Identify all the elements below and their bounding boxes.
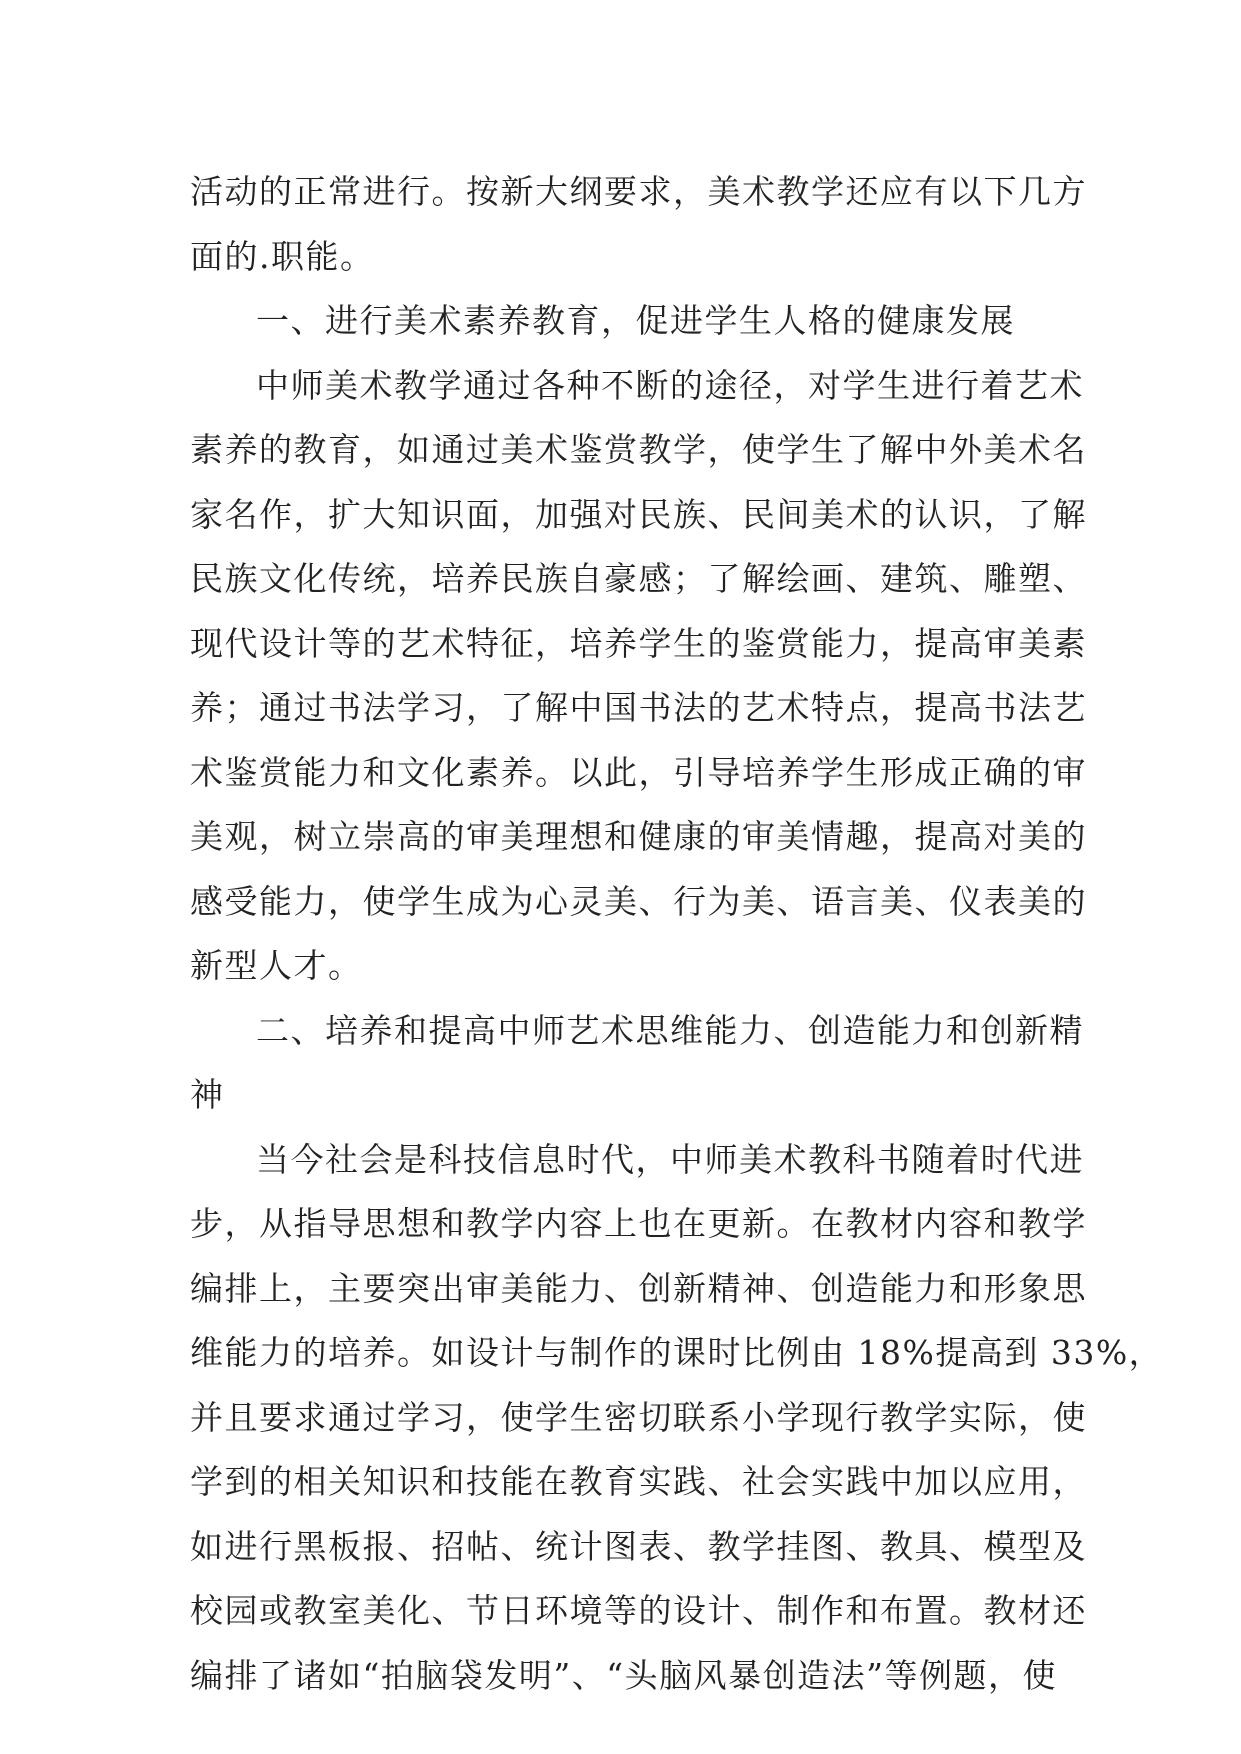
text-line: 编排了诸如“拍脑袋发明”、“头脑风暴创造法”等例题，使 xyxy=(190,1655,1057,1695)
paragraph xyxy=(190,354,1087,999)
text-line: 二、培养和提高中师艺术思维能力、创造能力和创新精 xyxy=(256,1010,1084,1050)
text-line: 当今社会是科技信息时代，中师美术教科书随着时代进 xyxy=(256,1139,1084,1179)
text-line: 并且要求通过学习，使学生密切联系小学现行教学实际，使 xyxy=(190,1397,1087,1437)
paragraph xyxy=(190,1128,1164,1709)
text-line: 术鉴赏能力和文化素养。以此，引导培养学生形成正确的审 xyxy=(190,752,1087,792)
text-line: 家名作，扩大知识面，加强对民族、民间美术的认识，了解 xyxy=(190,494,1087,534)
text-line: 素养的教育，如通过美术鉴赏教学，使学生了解中外美术名 xyxy=(190,430,1087,469)
text-line: 神 xyxy=(190,1075,225,1114)
text-line: 面的.职能。 xyxy=(190,236,375,276)
text-line: 中师美术教学通过各种不断的途径，对学生进行着艺术 xyxy=(256,365,1084,405)
text-line: 养；通过书法学习，了解中国书法的艺术特点，提高书法艺 xyxy=(190,688,1087,727)
text-line: 活动的正常进行。按新大纲要求，美术教学还应有以下几方 xyxy=(190,172,1087,211)
text-line: 如进行黑板报、招帖、统计图表、教学挂图、教具、模型及 xyxy=(190,1526,1087,1566)
text-line: 民族文化传统，培养民族自豪感；了解绘画、建筑、雕塑、 xyxy=(190,559,1087,598)
text-line: 校园或教室美化、节日环境等的设计、制作和布置。教材还 xyxy=(190,1591,1087,1630)
text-line: 一、进行美术素养教育，促进学生人格的健康发展 xyxy=(256,301,1015,340)
text-line: 美观，树立崇高的审美理想和健康的审美情趣，提高对美的 xyxy=(190,817,1087,856)
text-line: 新型人才。 xyxy=(190,946,363,985)
document-body xyxy=(190,160,1164,1708)
text-line: 学到的相关知识和技能在教育实践、社会实践中加以应用， xyxy=(190,1462,1087,1501)
paragraph xyxy=(190,289,1050,354)
text-line: 维能力的培养。如设计与制作的课时比例由 18%提高到 33%， xyxy=(190,1333,1164,1372)
text-line: 编排上，主要突出审美能力、创新精神、创造能力和形象思 xyxy=(190,1268,1087,1308)
paragraph xyxy=(190,160,1087,289)
text-line: 步，从指导思想和教学内容上也在更新。在教材内容和教学 xyxy=(190,1204,1087,1243)
text-line: 现代设计等的艺术特征，培养学生的鉴赏能力，提高审美素 xyxy=(190,623,1087,663)
text-line: 感受能力，使学生成为心灵美、行为美、语言美、仪表美的 xyxy=(190,881,1087,921)
paragraph xyxy=(190,999,1084,1128)
